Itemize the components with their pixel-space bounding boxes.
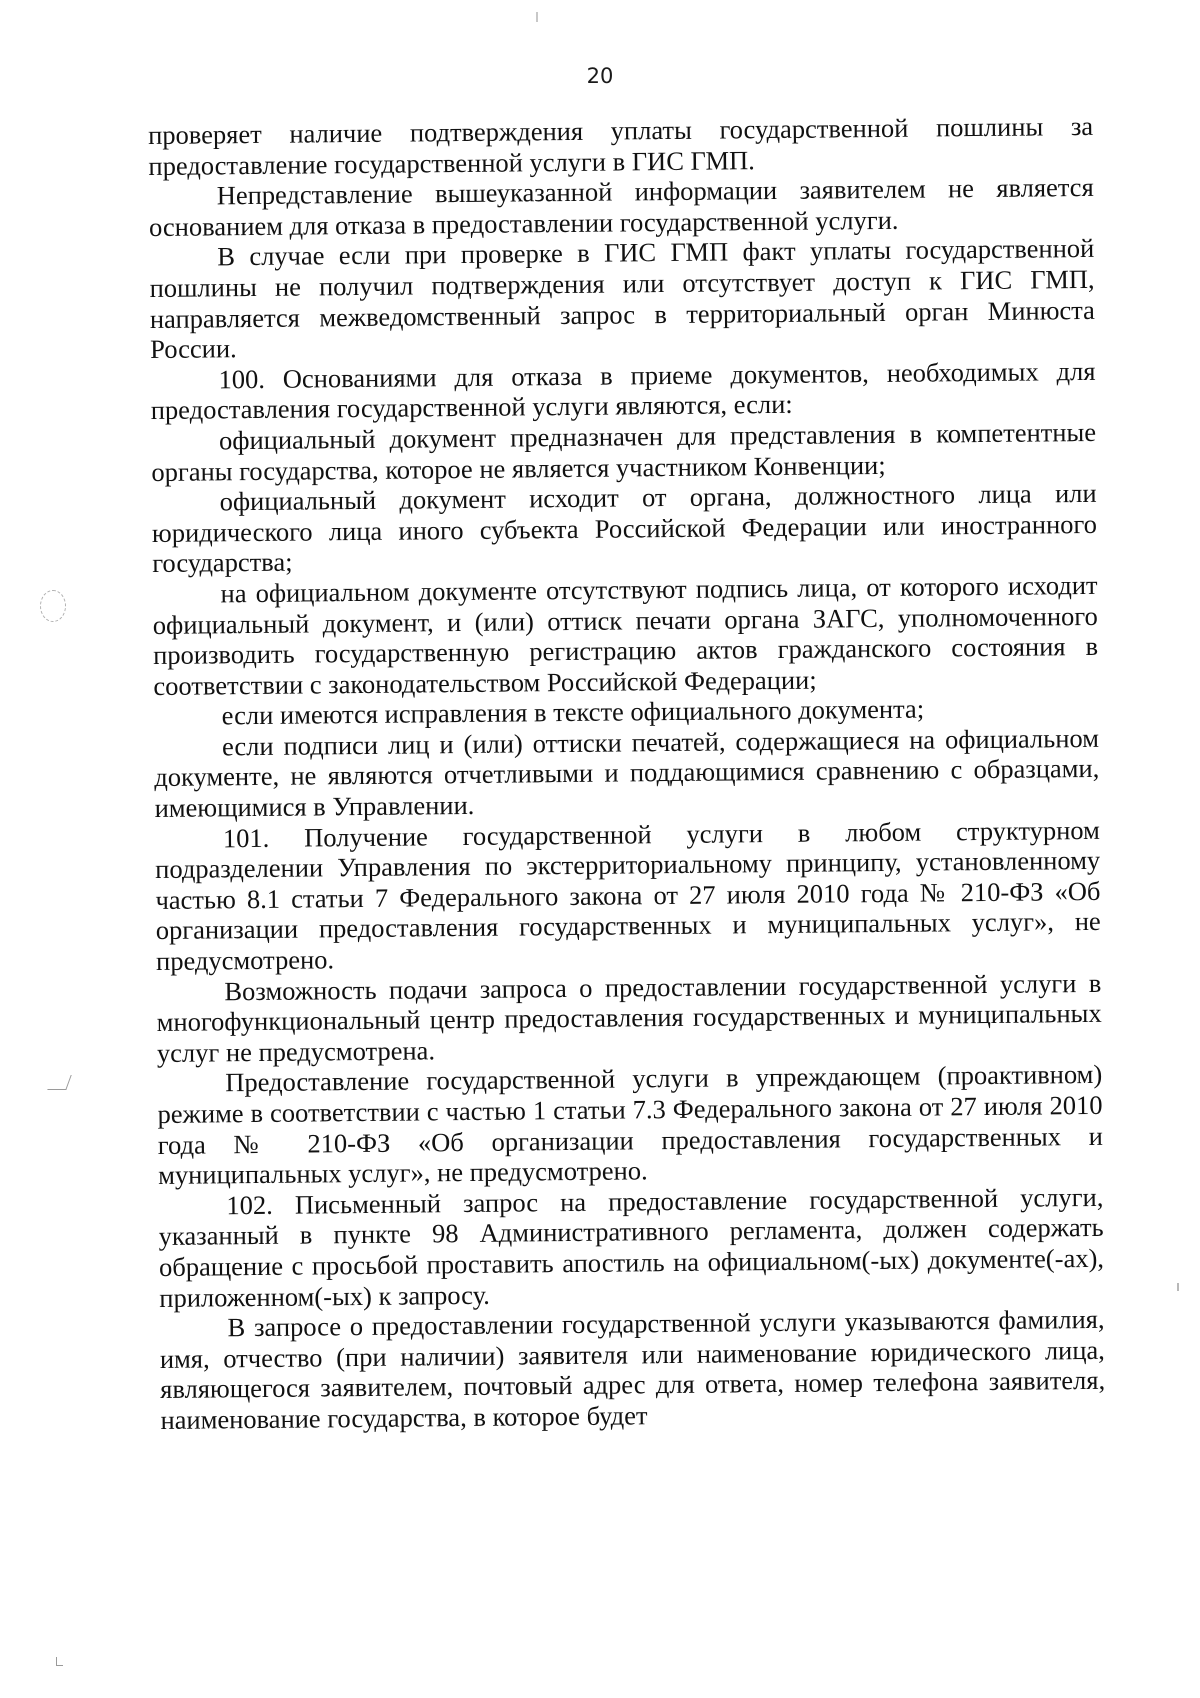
paragraph-8: если имеются исправления в тексте официального документа; [221, 693, 925, 731]
scan-artifact-right [1177, 1283, 1179, 1291]
paragraph-5: официальный документ предназначен для представления в компетентные органы государства, которое не является участником Конвенции; [151, 416, 1097, 487]
paragraph-1: проверяет наличие подтверждения уплаты государственной пошлины за предоставление государственной услуги в ГИС ГМП. [148, 110, 1094, 181]
scan-artifact-left [47, 1075, 71, 1090]
paragraph-14: В запросе о предоставлении государственной услуги указываются фамилия, имя, отчество (при наличии) заявителя или наименование юридического лица, являющегося заявителем, почтовый адрес для ответа, номер телефона заявителя, наименование государства, в которое будет [159, 1304, 1106, 1435]
paragraph-7: на официальном документе отсутствуют подпись лица, от которого исходит официальный документ, и (или) оттиск печати органа ЗАГС, уполномоченного производить государственную регистрацию актов гражданского состояния в соответствии с законодательством Российской Федерации; [152, 569, 1099, 701]
document-body [148, 111, 1106, 1436]
paragraph-12: Предоставление государственной услуги в упреждающем (проактивном) режиме в соответствии с частью 1 статьи 7.3 Федерального закона от 27 июля 2010 года № 210-ФЗ «Об организации предоставления государственных и муниципальных услуг», не предусмотрено. [157, 1059, 1103, 1191]
paragraph-10: 101. Получение государственной услуги в любом структурном подразделении Управления по экстерриториальному принципу, установленному частью 8.1 статьи 7 Федерального закона от 27 июля 2010 года № 210-ФЗ «Об организации предоставления государственных и муниципальных услуг», не предусмотрено. [155, 814, 1101, 976]
scan-artifact-corner [56, 1657, 63, 1666]
paragraph-13: 102. Письменный запрос на предоставление государственной услуги, указанный в пункте 98 Административного регламента, должен содержать обращение с просьбой проставить апостиль на официальном(-ых) документе(-ах), приложенном(-ых) к запросу. [158, 1181, 1105, 1313]
paragraph-9: если подписи лиц и (или) оттиски печатей, содержащиеся на официальном документе, не являются отчетливыми и поддающимися сравнению с образцами, имеющимися в Управлении. [154, 722, 1100, 824]
paragraph-3: В случае если при проверке в ГИС ГМП факт уплаты государственной пошлины не получил подтверждения или отсутствует доступ к ГИС ГМП, направляется межведомственный запрос в территориальный орган Минюста России. [149, 233, 1096, 365]
paragraph-11: Возможность подачи запроса о предоставлении государственной услуги в многофункциональный центр предоставления государственных и муниципальных услуг не предусмотрена. [156, 967, 1102, 1068]
paragraph-2: Непредставление вышеуказанной информации заявителем не является основанием для отказа в предоставлении государственной услуги. [148, 172, 1094, 242]
paragraph-4: 100. Основаниями для отказа в приеме документов, необходимых для предоставления государственной услуги являются, если: [150, 355, 1096, 426]
paragraph-6: официальный документ исходит от органа, должностного лица или юридического лица иного субъекта Российской Федерации или иностранного государства; [151, 478, 1098, 579]
page-number: 20 [586, 64, 614, 88]
punch-hole-mark [40, 590, 66, 622]
scan-artifact-top [536, 12, 538, 22]
